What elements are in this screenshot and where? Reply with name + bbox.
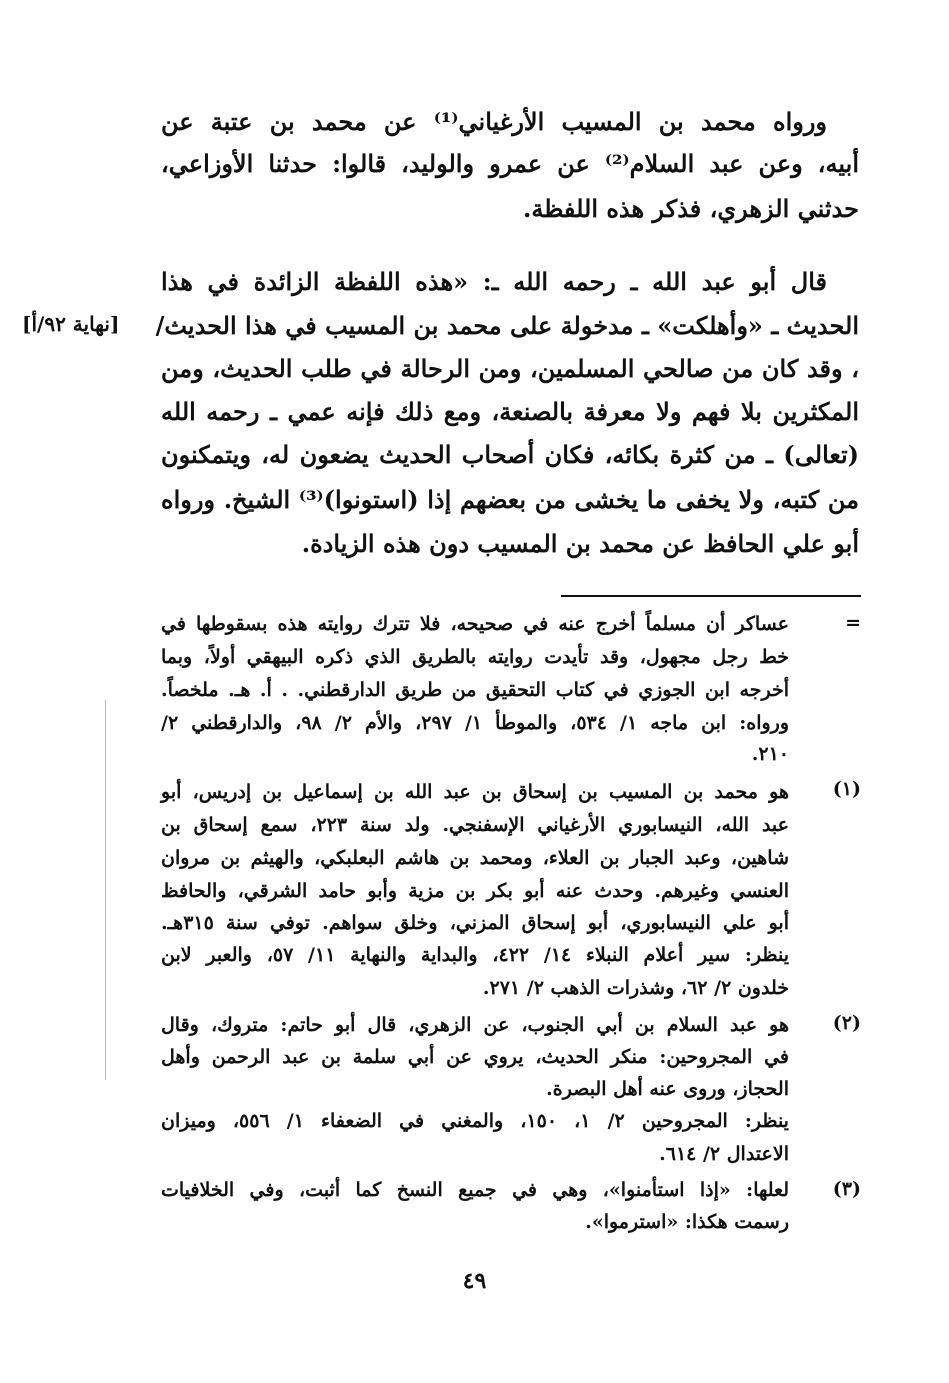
footnote-separator bbox=[561, 595, 861, 597]
body-line: ، وقد كان من صالحي المسلمين، ومن الرحالة في طلب الحديث، ومن bbox=[161, 354, 859, 383]
footnote-line: ينظر: سير أعلام النبلاء ١٤/ ٤٢٢، والبداية والنهاية ١١/ ٥٧، والعبر لابن bbox=[161, 944, 790, 966]
page-number: ٤٩ bbox=[462, 1268, 487, 1294]
footnote-line: أخرجه ابن الجوزي في كتاب التحقيق من طريق الدارقطني. . أ. هـ. ملخصاً. bbox=[161, 679, 789, 701]
scan-margin-line bbox=[105, 700, 106, 1080]
footnote-continuation-marker: = bbox=[845, 612, 861, 634]
footnote-number: (٣) bbox=[832, 1178, 861, 1200]
body-line: من كتبه، ولا يخفى ما يخشى من بعضهم إذا (استونوا)⁽³⁾ الشيخ. ورواه bbox=[161, 485, 859, 514]
footnote-line: الحجاز، وروى عنه أهل البصرة. bbox=[546, 1078, 789, 1100]
footnote-line: خلدون ٢/ ٦٢، وشذرات الذهب ٢/ ٢٧١. bbox=[482, 977, 789, 999]
footnote-line: ٢١٠. bbox=[751, 743, 789, 765]
footnote-line: عساكر أن مسلماً أخرج عنه في صحيحه، فلا تترك روايته هذه بسقوطها في bbox=[161, 613, 789, 635]
footnote-line: ورواه: ابن ماجه ١/ ٥٣٤، والموطأ ١/ ٢٩٧، والأم ٢/ ٩٨، والدارقطني ٢/ bbox=[161, 712, 790, 734]
footnote-line: الاعتدال ٢/ ٦١٤. bbox=[659, 1143, 789, 1165]
margin-note: [نهاية ٩٢/أ] bbox=[22, 312, 120, 336]
body-line: ورواه محمد بن المسيب الأرغياني⁽¹⁾ عن محمد بن عتبة عن bbox=[161, 107, 828, 136]
body-line: أبو علي الحافظ عن محمد بن المسيب دون هذه الزيادة. bbox=[301, 529, 859, 558]
footnote-line: رسمت هكذا: «استرموا». bbox=[585, 1211, 789, 1233]
footnote-line: شاهين، وعبد الجبار بن العلاء، ومحمد بن هاشم البعلبكي، والهيثم بن مروان bbox=[161, 847, 789, 869]
footnote-line: في المجروحين: منكر الحديث، يروي عن أبي سلمة بن عبد الرحمن وأهل bbox=[161, 1046, 789, 1068]
footnote-line: أبو علي النيسابوري، أبو إسحاق المزني، وخلق سواهم. توفي سنة ٣١٥هـ. bbox=[161, 912, 789, 934]
footnote-line: هو عبد السلام بن أبي الجنوب، عن الزهري، قال أبو حاتم: متروك، وقال bbox=[161, 1014, 789, 1036]
body-line: قال أبو عبد الله ـ رحمه الله ـ: «هذه اللفظة الزائدة في هذا bbox=[161, 267, 827, 296]
footnote-line: خط رجل مجهول، وقد تأيدت روايته بالطريق الذي ذكره البيهقي أولاً، وبما bbox=[161, 646, 789, 668]
body-line: (تعالى) ـ من كثرة بكائه، فكان أصحاب الحديث يضعون له، ويتمكنون bbox=[161, 440, 859, 469]
footnote-line: ينظر: المجروحين ٢/ ١، ١٥٠، والمغني في الضعفاء ١/ ٥٥٦، وميزان bbox=[161, 1110, 789, 1132]
footnote-line: هو محمد بن المسيب بن إسحاق بن عبد الله بن إسماعيل بن إدريس، أبو bbox=[161, 781, 789, 803]
body-line: المكثرين بلا فهم ولا معرفة بالصنعة، ومع ذلك فإنه عمي ـ رحمه الله bbox=[161, 397, 859, 426]
footnote-number: (١) bbox=[832, 778, 861, 800]
body-line: أبيه، وعن عبد السلام⁽²⁾ عن عمرو والوليد، قالوا: حدثنا الأوزاعي، bbox=[161, 149, 859, 178]
footnote-line: لعلها: «إذا استأمنوا»، وهي في جميع النسخ كما أثبت، وفي الخلافيات bbox=[161, 1179, 789, 1201]
body-line: الحديث ـ «وأهلكت» ـ مدخولة على محمد بن المسيب في هذا الحديث/ bbox=[155, 311, 859, 340]
footnote-line: العنسي وغيرهم. وحدث عنه أبو بكر بن مزية وأبو حامد الشرقي، والحافظ bbox=[161, 880, 789, 902]
footnote-number: (٢) bbox=[832, 1012, 861, 1034]
footnote-line: عبد الله، النيسابوري الأرغياني الإسفنجي. ولد سنة ٢٢٣، سمع إسحاق بن bbox=[161, 814, 789, 836]
body-line: حدثني الزهري، فذكر هذه اللفظة. bbox=[523, 194, 859, 223]
